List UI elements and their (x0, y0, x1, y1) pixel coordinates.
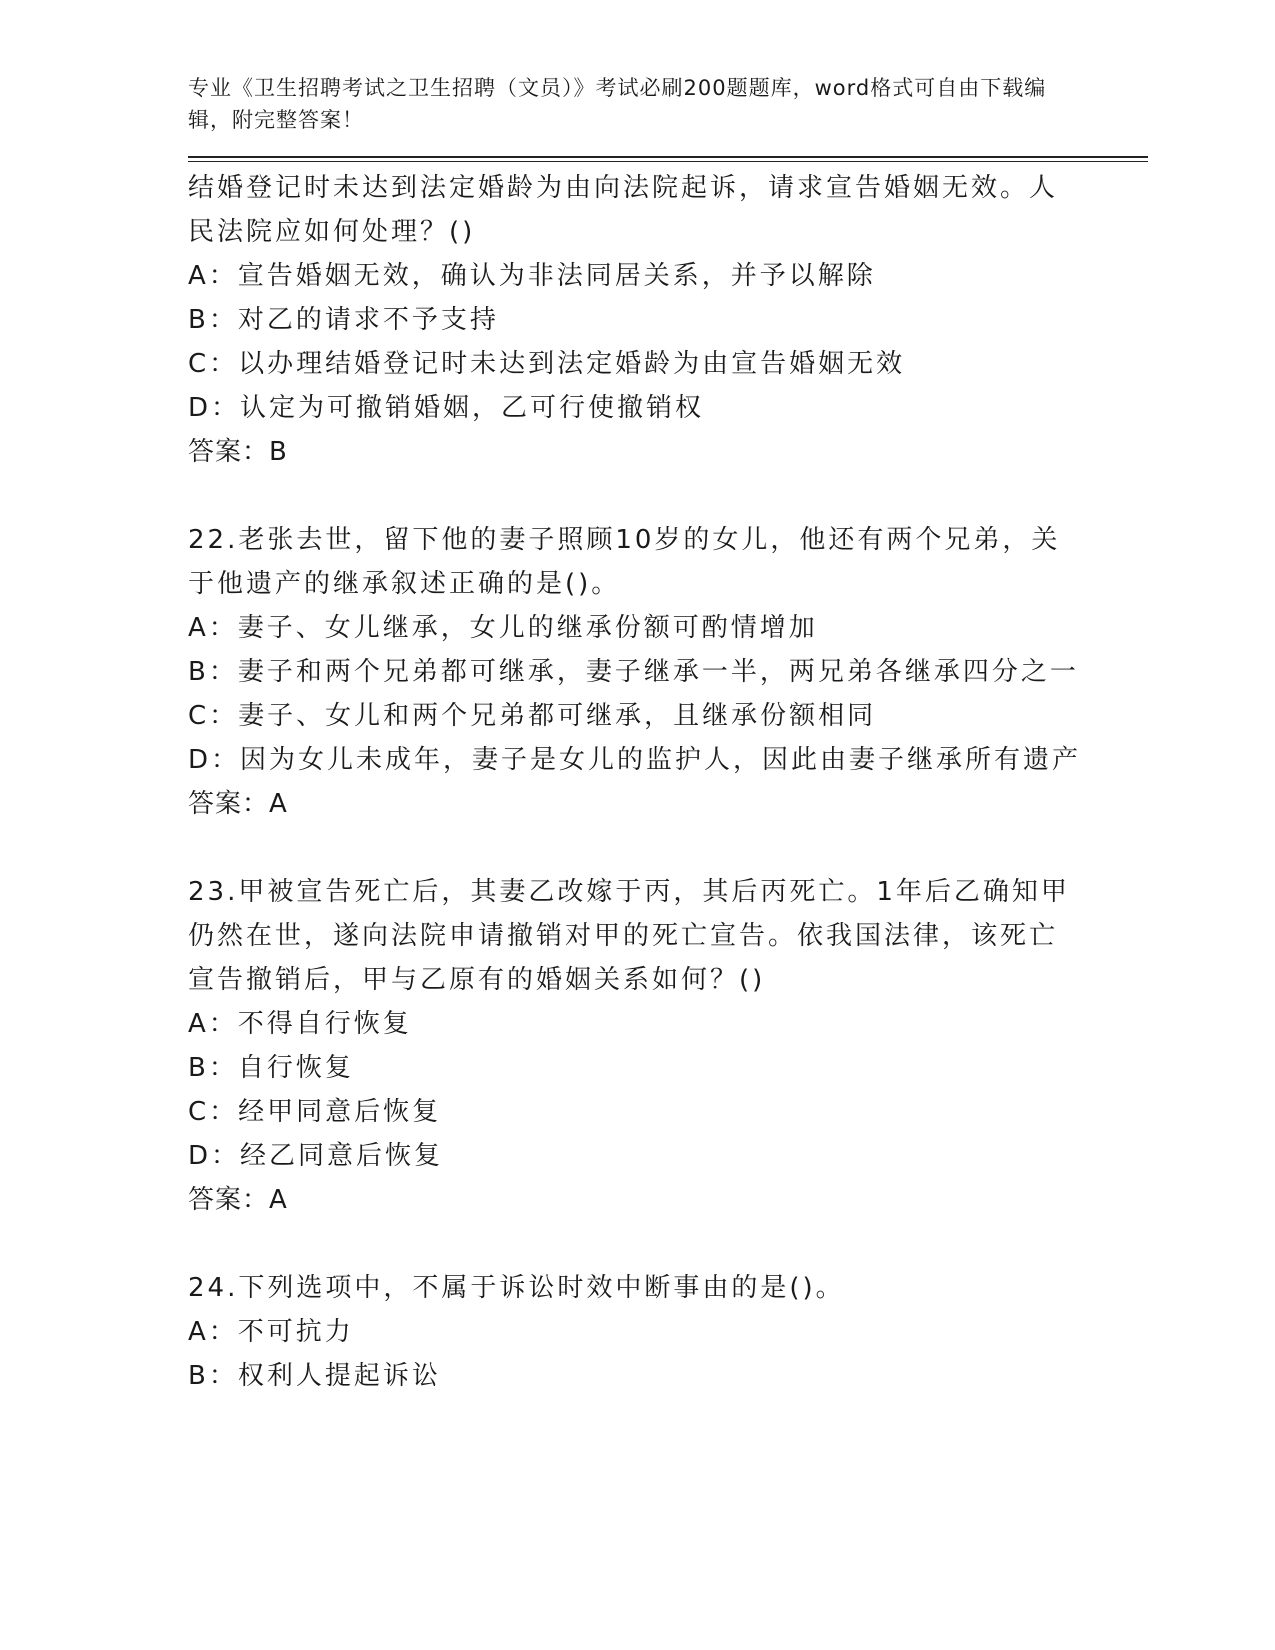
question-block-24 (188, 1266, 1148, 1398)
document-header: 专业《卫生招聘考试之卫生招聘（文员）》考试必刷200题题库，word格式可自由下载编辑，附完整答案！ (188, 76, 1047, 132)
option-c: C：以办理结婚登记时未达到法定婚龄为由宣告婚姻无效 (188, 349, 906, 379)
document-page (188, 72, 1148, 1398)
option-c: C：妻子、女儿和两个兄弟都可继承，且继承份额相同 (188, 701, 877, 731)
option-c: C：经甲同意后恢复 (188, 1097, 442, 1127)
question-text-line: 民法院应如何处理？() (188, 217, 476, 247)
option-b: B：自行恢复 (188, 1053, 354, 1083)
question-text-line: 宣告撤销后，甲与乙原有的婚姻关系如何？() (188, 965, 766, 995)
question-text-line: 于他遗产的继承叙述正确的是()。 (188, 569, 621, 599)
option-d: D：经乙同意后恢复 (188, 1141, 444, 1171)
question-block-22 (188, 518, 1148, 826)
option-a: A：妻子、女儿继承，女儿的继承份额可酌情增加 (188, 613, 818, 643)
option-d: D：认定为可撤销婚姻，乙可行使撤销权 (188, 393, 705, 423)
question-text-line: 结婚登记时未达到法定婚龄为由向法院起诉，请求宣告婚姻无效。人 (188, 173, 1059, 203)
spacer (188, 1222, 1148, 1266)
header-divider (188, 156, 1148, 162)
option-d: D：因为女儿未成年，妻子是女儿的监护人，因此由妻子继承所有遗产 (188, 745, 1082, 775)
option-b: B：对乙的请求不予支持 (188, 305, 499, 335)
question-text-line: 23.甲被宣告死亡后，其妻乙改嫁于丙，其后丙死亡。1年后乙确知甲 (188, 877, 1070, 907)
answer-line: 答案：B (188, 437, 288, 467)
spacer (188, 474, 1148, 518)
option-a: A：不可抗力 (188, 1317, 354, 1347)
answer-line: 答案：A (188, 1185, 288, 1215)
answer-line: 答案：A (188, 789, 288, 819)
question-block-23 (188, 870, 1148, 1222)
option-b: B：权利人提起诉讼 (188, 1361, 441, 1391)
question-text-line: 24.下列选项中，不属于诉讼时效中断事由的是()。 (188, 1273, 845, 1303)
question-block-21 (188, 166, 1148, 474)
option-a: A：宣告婚姻无效，确认为非法同居关系，并予以解除 (188, 261, 876, 291)
spacer (188, 826, 1148, 870)
option-b: B：妻子和两个兄弟都可继承，妻子继承一半，两兄弟各继承四分之一 (188, 657, 1079, 687)
option-a: A：不得自行恢复 (188, 1009, 412, 1039)
question-text-line: 仍然在世，遂向法院申请撤销对甲的死亡宣告。依我国法律，该死亡 (188, 921, 1059, 951)
question-text-line: 22.老张去世，留下他的妻子照顾10岁的女儿，他还有两个兄弟，关 (188, 525, 1061, 555)
